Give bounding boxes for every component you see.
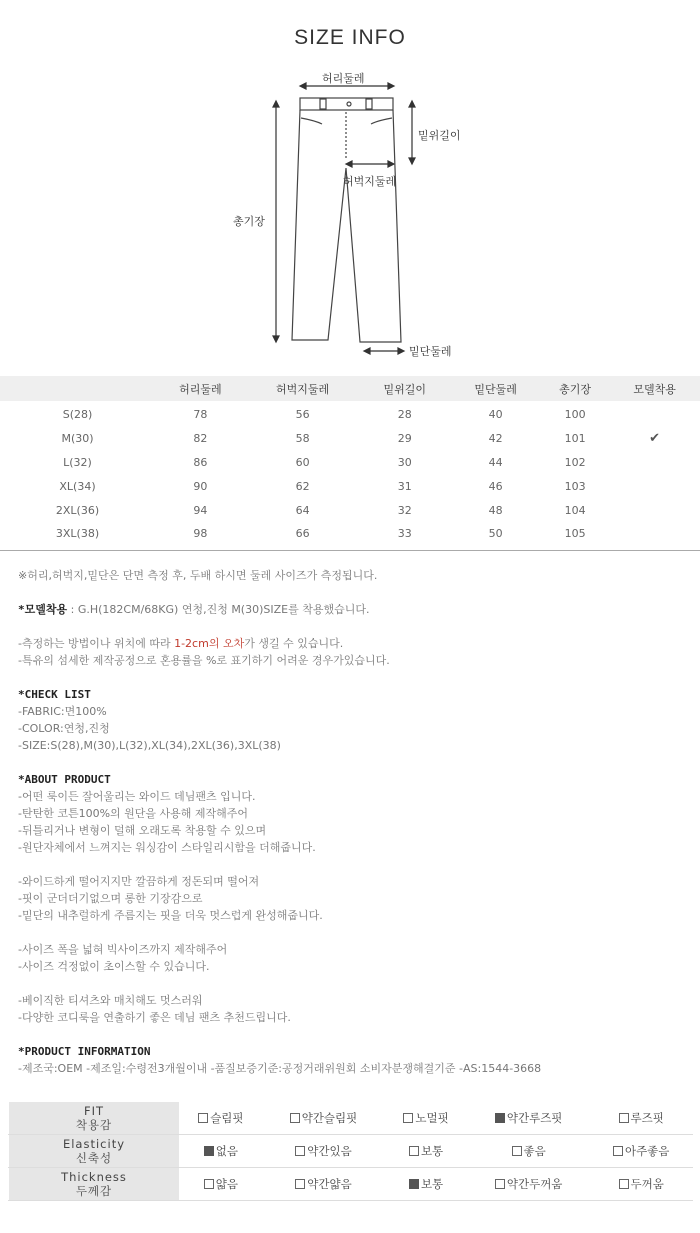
fit-table: [8, 1101, 693, 1201]
header-model: 모델착용: [633, 382, 676, 396]
option-label: 약간루즈핏: [506, 1111, 563, 1125]
check-item: -SIZE:S(28),M(30),L(32),XL(34),2XL(36),3XL(38): [18, 739, 281, 752]
thickness-label: [9, 1168, 180, 1201]
rise-cell: 32: [397, 503, 412, 517]
header-hem: 밑단둘레: [474, 382, 517, 396]
hem-cell: 50: [488, 527, 503, 541]
checkbox-checked-icon: [495, 1113, 505, 1123]
elasticity-option: [385, 1135, 468, 1168]
rise-cell: 30: [397, 455, 412, 469]
model-cell: [609, 451, 700, 475]
table-row: [0, 427, 700, 451]
elasticity-option: [262, 1135, 384, 1168]
thickness-label-ko: 두께감: [75, 1184, 113, 1198]
length-cell: 105: [564, 527, 586, 541]
header-rise: 밑위길이: [383, 382, 427, 396]
about-line: -탄탄한 코튼100%의 원단을 사용해 제작해주어: [18, 807, 249, 820]
option-label: 약간있음: [307, 1144, 352, 1158]
hem-label: 밑단둘레: [409, 345, 452, 358]
model-cell: [609, 474, 700, 498]
checkbox-icon: [613, 1146, 623, 1156]
size-cell: S(28): [62, 408, 93, 422]
option-label: 슬림핏: [210, 1111, 244, 1125]
model-cell: [609, 498, 700, 522]
option-label: 보통: [420, 1177, 444, 1191]
waist-cell: 94: [193, 503, 208, 517]
length-label: 총기장: [233, 215, 265, 228]
product-info-line: -제조국:OEM -제조일:수령전3개월이내 -품질보증기준:공정거래위원회 소비자분쟁해결기준 -AS:1544-3668: [18, 1062, 542, 1075]
hem-cell: 44: [488, 455, 503, 469]
elasticity-option: [467, 1135, 589, 1168]
length-cell: 101: [564, 432, 586, 446]
fit-row: [9, 1102, 693, 1135]
thickness-label-en: Thickness: [61, 1170, 127, 1184]
length-cell: 103: [564, 479, 586, 493]
model-note-text: : G.H(182CM/68KG) 연청,진청 M(30)SIZE를 착용했습니다.: [67, 603, 370, 616]
thickness-option: [385, 1168, 468, 1201]
fit-option: [385, 1102, 468, 1135]
model-check-icon: ✔: [649, 431, 661, 447]
rise-label: 밑위길이: [418, 129, 461, 142]
model-note: [18, 601, 688, 618]
length-cell: 100: [564, 408, 586, 422]
size-cell: 2XL(36): [55, 503, 100, 517]
option-label: 보통: [420, 1144, 444, 1158]
measure-note: ※허리,허벅지,밑단은 단면 측정 후, 두배 하시면 둘레 사이즈가 측정됩니다.: [18, 569, 378, 582]
about-line: -사이즈 걱정없이 초이스할 수 있습니다.: [18, 960, 210, 973]
checkbox-checked-icon: [204, 1146, 214, 1156]
about-line: -사이즈 폭을 넓혀 빅사이즈까지 제작해주어: [18, 943, 228, 956]
thigh-cell: 64: [295, 503, 310, 517]
header-size: [0, 376, 155, 401]
model-note-label: *모델착용: [18, 603, 68, 616]
model-cell: [609, 522, 700, 546]
option-label: 두꺼움: [630, 1177, 664, 1191]
thickness-option: [590, 1168, 693, 1201]
option-label: 약간두꺼움: [506, 1177, 563, 1191]
fit-option: [467, 1102, 589, 1135]
rise-cell: 31: [397, 479, 412, 493]
option-label: 루즈핏: [630, 1111, 664, 1125]
option-label: 약간슬림핏: [301, 1111, 358, 1125]
checkbox-checked-icon: [409, 1179, 419, 1189]
fit-label-en: FIT: [83, 1104, 105, 1118]
waist-cell: 82: [193, 432, 208, 446]
checkbox-icon: [512, 1146, 522, 1156]
rise-cell: 28: [397, 408, 412, 422]
about-product-title: *ABOUT PRODUCT: [18, 773, 111, 786]
diff-text-post: 가 생길 수 있습니다.: [244, 637, 344, 650]
elasticity-option: [590, 1135, 693, 1168]
about-line: -와이드하게 떨어지지만 깔끔하게 정돈되며 떨어져: [18, 875, 260, 888]
header-thigh: 허벅지둘레: [276, 382, 330, 396]
size-cell: L(32): [63, 455, 92, 469]
model-cell: [609, 401, 700, 427]
diff-text-highlight: 1-2cm의 오차: [174, 637, 245, 650]
thickness-option: [180, 1168, 263, 1201]
pants-diagram: [0, 60, 700, 370]
option-label: 좋음: [523, 1144, 546, 1158]
thickness-option: [467, 1168, 589, 1201]
elasticity-option: [180, 1135, 263, 1168]
hem-cell: 42: [488, 432, 503, 446]
header-length: 총기장: [559, 382, 592, 396]
length-cell: 104: [564, 503, 586, 517]
length-cell: 102: [564, 455, 586, 469]
rise-cell: 33: [397, 527, 412, 541]
about-line: -밑단의 내추럴하게 주름지는 핏을 더욱 멋스럽게 완성해줍니다.: [18, 909, 323, 922]
size-table: [0, 376, 700, 546]
option-label: 아주좋음: [624, 1144, 670, 1158]
option-label: 없음: [215, 1144, 238, 1158]
check-item: -COLOR:연청,진청: [18, 722, 110, 735]
about-line: -다양한 코디룩을 연출하기 좋은 데님 팬츠 추천드립니다.: [18, 1011, 291, 1024]
waist-cell: 98: [193, 527, 208, 541]
product-notes: [18, 567, 688, 1077]
checkbox-icon: [619, 1113, 629, 1123]
thigh-label: 허벅지둘레: [343, 175, 397, 188]
checkbox-icon: [290, 1113, 300, 1123]
thigh-cell: 56: [295, 408, 310, 422]
waist-cell: 78: [193, 408, 208, 422]
waist-label: 허리둘레: [322, 72, 365, 85]
table-divider: [0, 550, 700, 551]
option-label: 약간얇음: [307, 1177, 352, 1191]
measure-diff-note: [18, 635, 688, 652]
option-label: 얇음: [215, 1177, 238, 1191]
elasticity-row: [9, 1135, 693, 1168]
size-cell: XL(34): [59, 479, 96, 493]
checkbox-icon: [403, 1113, 413, 1123]
about-line: -어떤 룩이든 잘어울리는 와이드 데님팬츠 입니다.: [18, 790, 256, 803]
rise-cell: 29: [397, 432, 412, 446]
about-line: -뒤틀리거나 변형이 덜해 오래도록 착용할 수 있으며: [18, 824, 267, 837]
size-cell: 3XL(38): [55, 527, 100, 541]
size-table-header: [0, 376, 700, 401]
check-item: -FABRIC:면100%: [18, 705, 107, 718]
elasticity-label-en: Elasticity: [62, 1137, 126, 1151]
waist-cell: 90: [193, 479, 208, 493]
header-waist: 허리둘레: [179, 382, 222, 396]
table-row: [0, 498, 700, 522]
fit-option: [180, 1102, 263, 1135]
thickness-row: [9, 1168, 693, 1201]
fit-label: [9, 1102, 180, 1135]
table-row: [0, 522, 700, 546]
fit-option: [590, 1102, 693, 1135]
thigh-cell: 62: [295, 479, 310, 493]
table-row: [0, 451, 700, 475]
checkbox-icon: [295, 1179, 305, 1189]
about-line: -원단자체에서 느껴지는 워싱감이 스타일리시함을 더해줍니다.: [18, 841, 316, 854]
size-cell: M(30): [61, 432, 94, 446]
table-row: [0, 401, 700, 427]
process-note: -특유의 섬세한 제작공정으로 혼용률을 %로 표기하기 어려운 경우가있습니다.: [18, 654, 390, 667]
page-title: SIZE INFO: [294, 26, 406, 49]
hem-cell: 46: [488, 479, 503, 493]
thigh-cell: 60: [295, 455, 310, 469]
pants-illustration: [0, 60, 700, 370]
hem-cell: 48: [488, 503, 503, 517]
checkbox-icon: [495, 1179, 505, 1189]
checkbox-icon: [204, 1179, 214, 1189]
check-list-title: *CHECK LIST: [18, 688, 91, 701]
about-line: -핏이 군더더기없으며 롱한 기장감으로: [18, 892, 203, 905]
product-info-title: *PRODUCT INFORMATION: [18, 1045, 151, 1058]
fit-option: [262, 1102, 384, 1135]
elasticity-label: [9, 1135, 180, 1168]
thickness-option: [262, 1168, 384, 1201]
elasticity-label-ko: 신축성: [75, 1151, 113, 1165]
checkbox-icon: [295, 1146, 305, 1156]
table-row: [0, 474, 700, 498]
thigh-cell: 66: [295, 527, 310, 541]
diff-text-pre: -측정하는 방법이나 위치에 따라: [18, 637, 175, 650]
checkbox-icon: [619, 1179, 629, 1189]
thigh-cell: 58: [295, 432, 310, 446]
checkbox-icon: [409, 1146, 419, 1156]
about-line: -베이직한 티셔츠와 매치해도 멋스러워: [18, 994, 203, 1007]
hem-cell: 40: [488, 408, 503, 422]
fit-label-ko: 착용감: [75, 1118, 113, 1132]
option-label: 노멀핏: [415, 1111, 449, 1125]
waist-cell: 86: [193, 455, 208, 469]
checkbox-icon: [198, 1113, 208, 1123]
